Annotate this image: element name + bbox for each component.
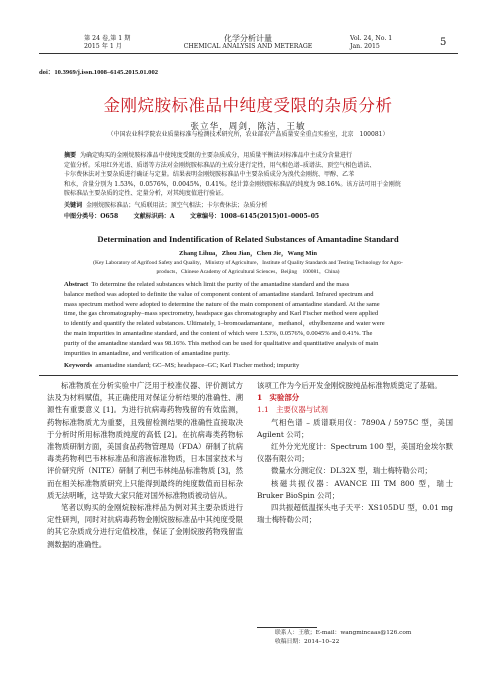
keywords-en: Keywords amantadine standard; GC–MS; headspace–GC; Karl Fischer method; impurity <box>64 362 300 369</box>
section-heading: 1 实验部分 <box>257 393 300 403</box>
subsection-heading: 1.1 主要仪器与试剂 <box>257 405 328 415</box>
body-right-column <box>257 380 453 526</box>
paragraph: 标准物质在分析实验中广泛用于校准仪器、评价测试方法及为材料赋值，其正确使用对保证分析结果的准确性、溯源性有重要意义 [1]。为进行抗病毒药物残留的有效监测，药物标准物质尤为重要，且残留检测结果的准确性直接取决于分析时所用标准物质纯度的高低 [2]。在抗病毒类药物标准物质研制方面，美国食品药物管理局（FDA）研制了抗病毒类药物利巴韦林标准品和溶液标准物质，日本国家技术与评价研究所（NITE）研制了利巴韦林纯品标准物质 [3]，然而在相关标准物质研究上只能得到最终的纯度数值而目标杂质无法明晰，这导致大家只能对国外标准物质被动信从。 <box>47 381 243 500</box>
list-item: 红外分光光度计：Spectrum 100 型，美国珀金埃尔默仪器有限公司； <box>257 442 453 464</box>
classification-line: 中图分类号：O658 文献标识码：A 文章编号：1008–6145(2015)01–0005–05 <box>64 213 320 220</box>
page-number: 5 <box>440 37 447 48</box>
paper-title: 金刚烷胺标准品中纯度受限的杂质分析 <box>103 96 393 115</box>
header-rule <box>39 53 458 54</box>
authors-en: Zhang Lihua，Zhou Jian，Chen Jie，Wang Min <box>179 250 317 257</box>
journal-volume: 第 24 卷,第 1 期 2015 年 1 月 <box>84 35 131 50</box>
list-item: 气相色谱 – 质谱联用仪：7890A / 5975C 型，美国 Agilent 公司； <box>257 417 453 439</box>
paragraph: 该项工作为今后开发金刚烷胺纯品标准物质奠定了基础。 <box>257 381 442 390</box>
paper-title-en: Determination and Indentification of Related Substances of Amantadine Standard <box>97 234 399 244</box>
doi: doi：10.3969/j.issn.1008–6145.2015.01.002 <box>39 69 159 76</box>
abstract-label: 摘要 <box>64 152 77 159</box>
list-item: 核磁共振仪器：AVANCE III TM 800 型，瑞士 Bruker BioSpin 公司； <box>257 478 453 500</box>
journal-name: 化学分析计量 CHEMICAL ANALYSIS AND METERAGE <box>183 34 313 50</box>
abstract-cn: 摘要 为确定购买的金刚烷胺标准品中使纯度受限的主要杂质成分，用质量平衡法对标准品中主成分含量进行 定值分析。采用红外光谱、质谱等方法对金刚烷胺标准品的主成分进行定性，用气相色谱–质谱法、顶空气相色谱法、 卡尔费休法对主要杂质进行确证与定量。结果表明金刚烷胺标准品中主要杂质成分为溴代金刚烷、甲醇、乙苯 和水，含量分别为 1.53%，0.0576%，0.0045%，0.41%。经计算金刚烷胺标准品的纯度为 98.16%。该方法可用于金刚烷 胺标准品主要杂质的定性、定量分析，对其纯度值进行验证。 <box>64 152 401 198</box>
affiliation-en: (Key Laboratory of Agrifood Safety and Quality，Ministry of Agriculture，Institute of Quality Standards and Testing Technology for Agro- products，Chinese Academy of Agricultural Sciences，Beijing 100081，China) <box>93 260 403 275</box>
body-left-column <box>47 380 243 551</box>
authors: 张立华，周剑，陈洁，王敏 <box>190 122 306 132</box>
affiliation: （中国农业科学院农业质量标准与检测技术研究所，农业部农产品质量安全重点实验室，北京 100081） <box>107 131 389 138</box>
abstract-en: Abstract To determine the related substances which limit the purity of the amantadine standard and the mass balance method was adopted to definite the value of component content of amantadine standard. Infrared spectrum and mass spectrum method were adopted to determine the nature of the main component of amantadine standard. At the same time, the gas chromatography–mass spectrometry, headspace gas chromatography and Karl Fischer method were applied to identify and quantify the related substances. Ultimately, 1–bromoadamantane，methanol，ethylbenzene and water were the main impurities in amantadine standard, and the content of which were 1.53%, 0.0576%, 0.0045% and 0.41%. The purity of the amantadine standard was 98.16%. This method can be used for qualitative and quantitative analysis of main impurities in amantadine, and verification of amantadine purity. <box>64 281 385 357</box>
footnote-rule <box>257 627 317 628</box>
journal-volume-en: Vol. 24, No. 1 Jan. 2015 <box>350 35 393 50</box>
section-rule <box>39 375 458 376</box>
paragraph: 笔者以购买的金刚烷胺标准样品为例对其主要杂质进行定性研判，同时对抗病毒药物金刚烷胺标准品中其纯度受限的其它杂质成分进行定值校准，保证了金刚烷胺药物残留监测数据的准确性。 <box>47 503 243 549</box>
keywords-cn: 关键词 金刚烷胺标准品；气质联用法；顶空气相法；卡尔费休法；杂质分析 <box>64 202 268 209</box>
footnotes: 联系人：王敏；E-mail：wangmincaas@126.com 收稿日期：2014–10–22 <box>275 630 412 645</box>
list-item: 四共振超低温探头电子天平：XS105DU 型，0.01 mg 瑞士梅特勒公司； <box>257 503 453 525</box>
list-item: 微量水分测定仪：DL32X 型，瑞士梅特勒公司； <box>271 466 432 476</box>
